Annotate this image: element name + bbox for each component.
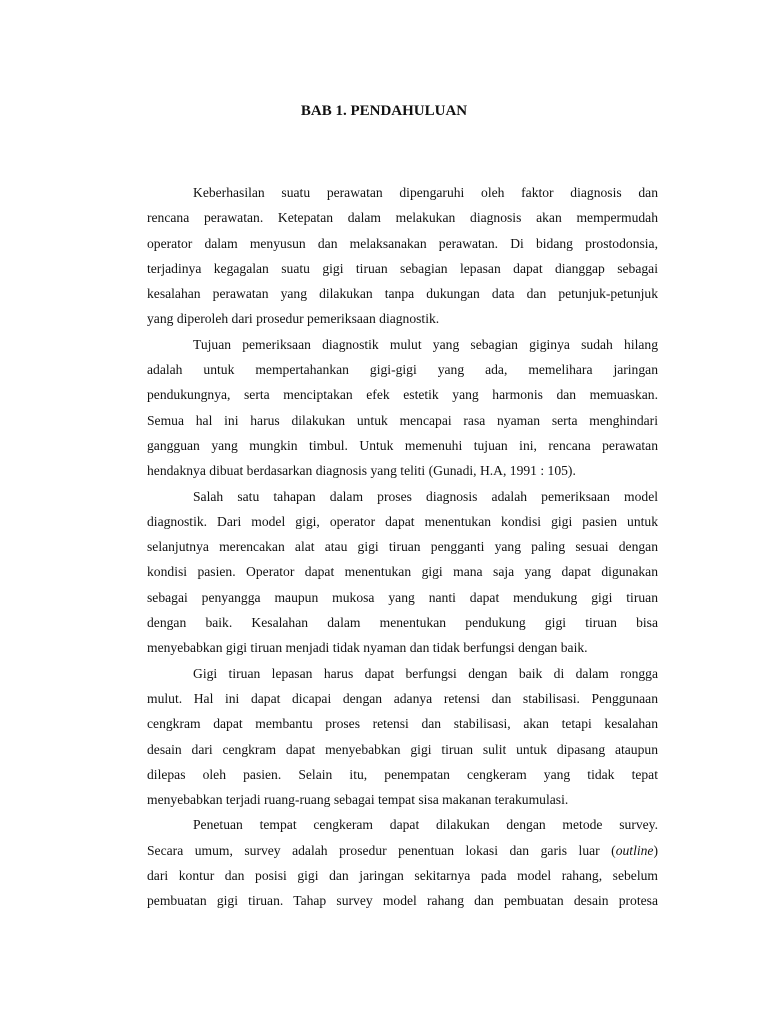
text-line: menyebabkan terjadi ruang-ruang sebagai tempat sisa makanan terakumulasi. xyxy=(147,792,569,808)
text-line: sebagai penyangga maupun mukosa yang nanti dapat mendukung gigi tiruan xyxy=(147,589,658,605)
paragraph-1 xyxy=(147,180,658,332)
text-line: adalah untuk mempertahankan gigi-gigi yang ada, memelihara jaringan xyxy=(147,362,658,378)
text-line: menyebabkan gigi tiruan menjadi tidak nyaman dan tidak berfungsi dengan baik. xyxy=(147,640,588,656)
text-line-with-italic xyxy=(147,838,658,863)
text-line: yang diperoleh dari prosedur pemeriksaan diagnostik. xyxy=(147,311,440,327)
paragraph-4 xyxy=(147,661,658,813)
text-line: cengkram dapat membantu proses retensi dan stabilisasi, akan tetapi kesalahan xyxy=(147,716,658,732)
text-line: pendukungnya, serta menciptakan efek estetik yang harmonis dan memuaskan. xyxy=(147,387,658,403)
italic-term: outline xyxy=(615,842,654,858)
text-line: desain dari cengkram dapat menyebabkan gigi tiruan sulit untuk dipasang ataupun xyxy=(147,741,658,757)
text-line: diagnostik. Dari model gigi, operator dapat menentukan kondisi gigi pasien untuk xyxy=(147,513,658,529)
text-segment: ) xyxy=(653,842,658,858)
text-line: gangguan yang mungkin timbul. Untuk memenuhi tujuan ini, rencana perawatan xyxy=(147,437,658,453)
text-line: pembuatan gigi tiruan. Tahap survey model rahang dan pembuatan desain protesa xyxy=(147,893,658,909)
text-line: Penetuan tempat cengkeram dapat dilakukan dengan metode survey. xyxy=(193,817,658,833)
text-line: dilepas oleh pasien. Selain itu, penempatan cengkeram yang tidak tepat xyxy=(147,766,658,782)
text-segment: Secara umum, survey adalah prosedur penentuan lokasi dan garis luar ( xyxy=(147,842,616,858)
paragraph-5 xyxy=(147,812,658,913)
paragraph-3 xyxy=(147,484,658,661)
text-line: Keberhasilan suatu perawatan dipengaruhi oleh faktor diagnosis dan xyxy=(193,185,658,200)
text-line: kesalahan perawatan yang dilakukan tanpa dukungan data dan petunjuk-petunjuk xyxy=(147,286,658,302)
text-line: terjadinya kegagalan suatu gigi tiruan sebagian lepasan dapat dianggap sebagai xyxy=(147,260,658,276)
text-line: selanjutnya merencakan alat atau gigi tiruan pengganti yang paling sesuai dengan xyxy=(147,539,658,555)
paragraph-2 xyxy=(147,332,658,484)
text-line: Salah satu tahapan dalam proses diagnosis adalah pemeriksaan model xyxy=(193,488,658,504)
text-line: dari kontur dan posisi gigi dan jaringan sekitarnya pada model rahang, sebelum xyxy=(147,868,658,884)
text-line: operator dalam menyusun dan melaksanakan perawatan. Di bidang prostodonsia, xyxy=(147,235,658,251)
text-line: dengan baik. Kesalahan dalam menentukan pendukung gigi tiruan bisa xyxy=(147,615,658,631)
text-line: Semua hal ini harus dilakukan untuk mencapai rasa nyaman serta menghindari xyxy=(147,412,658,428)
text-line: Gigi tiruan lepasan harus dapat berfungsi dengan baik di dalam rongga xyxy=(193,665,658,681)
text-line: rencana perawatan. Ketepatan dalam melakukan diagnosis akan mempermudah xyxy=(147,210,658,226)
chapter-title: BAB 1. PENDAHULUAN xyxy=(300,103,468,119)
text-line: Tujuan pemeriksaan diagnostik mulut yang sebagian giginya sudah hilang xyxy=(193,336,658,352)
text-line: hendaknya dibuat berdasarkan diagnosis yang teliti (Gunadi, H.A, 1991 : 105). xyxy=(147,463,576,479)
body-text xyxy=(147,180,658,914)
text-line: mulut. Hal ini dapat dicapai dengan adanya retensi dan stabilisasi. Penggunaan xyxy=(147,690,658,706)
text-line: kondisi pasien. Operator dapat menentukan gigi mana saja yang dapat digunakan xyxy=(147,564,658,580)
